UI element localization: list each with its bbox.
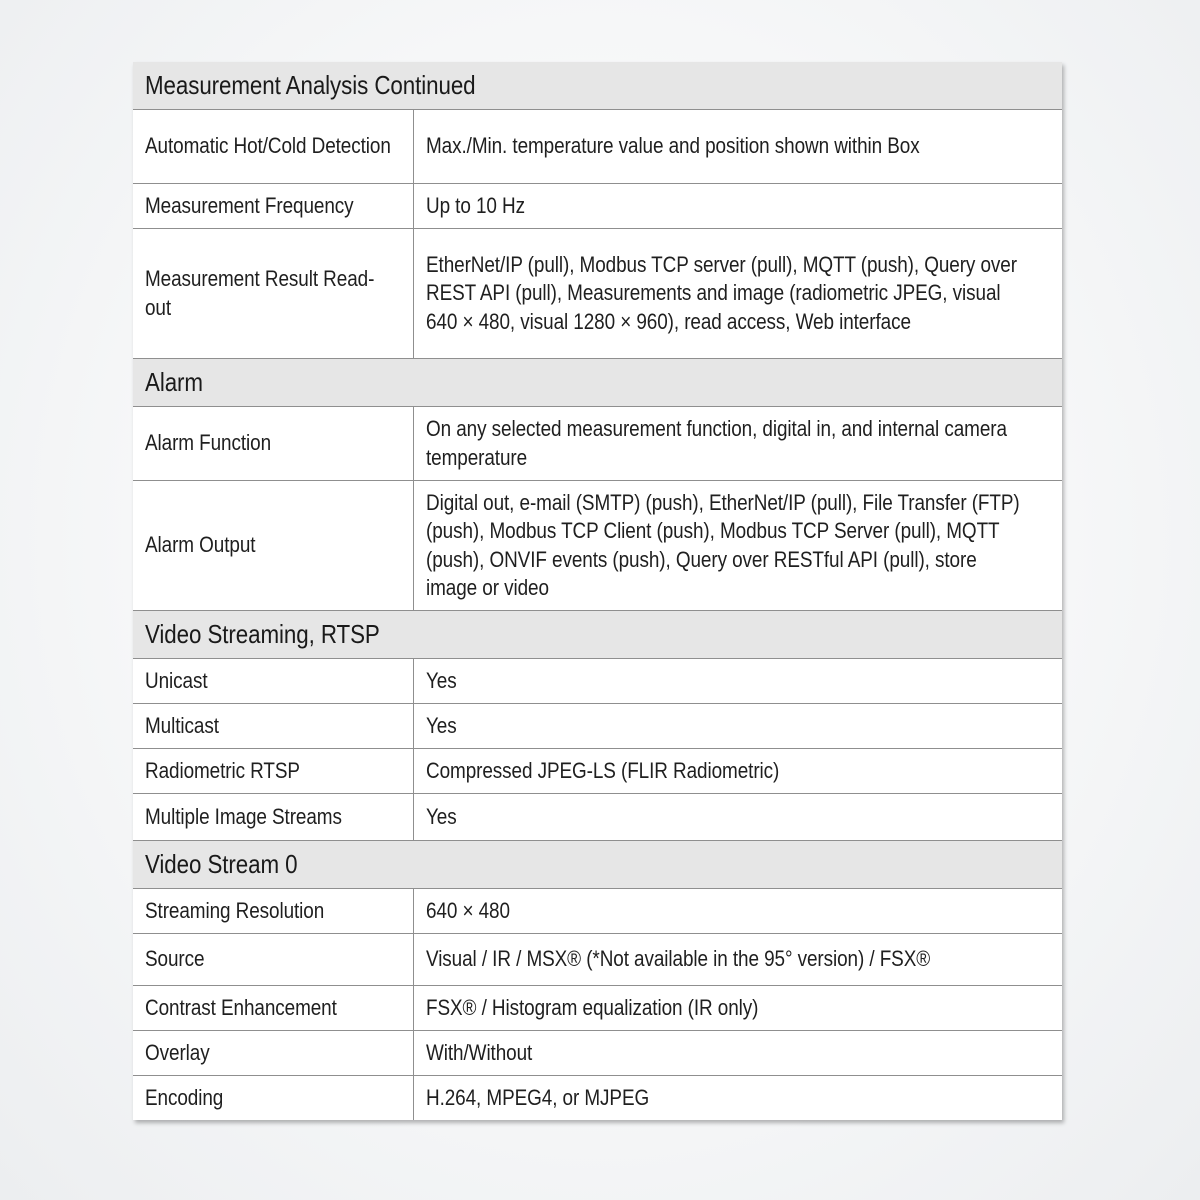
table-row: [133, 889, 1062, 934]
row-value: On any selected measurement function, digital in, and internal camera temperature: [425, 416, 1007, 470]
row-label: Automatic Hot/Cold Detection: [145, 133, 391, 159]
section-header-video-streaming: [133, 611, 1062, 659]
row-value: H.264, MPEG4, or MJPEG: [425, 1084, 649, 1110]
row-label: Radiometric RTSP: [145, 757, 300, 783]
table-row: [133, 184, 1062, 229]
row-label: Unicast: [145, 667, 208, 693]
row-label: Encoding: [145, 1084, 224, 1110]
row-label: Measurement Result Read-out: [145, 266, 375, 320]
table-row: [133, 986, 1062, 1031]
row-value: Visual / IR / MSX® (*Not available in the 95° version) / FSX®: [425, 946, 930, 972]
table-row: [133, 1076, 1062, 1120]
table-row: [133, 934, 1062, 986]
row-label: Multiple Image Streams: [145, 803, 342, 829]
table-row: [133, 1031, 1062, 1076]
row-label: Source: [145, 946, 205, 972]
section-title: Measurement Analysis Continued: [145, 70, 476, 101]
section-header-measurement-analysis: [133, 62, 1062, 110]
row-value: Up to 10 Hz: [425, 192, 525, 218]
section-header-alarm: [133, 359, 1062, 407]
row-label: Contrast Enhancement: [145, 994, 337, 1020]
row-value: Compressed JPEG-LS (FLIR Radiometric): [425, 757, 779, 783]
row-value: With/Without: [425, 1039, 532, 1065]
row-label: Alarm Output: [145, 532, 256, 558]
row-label: Streaming Resolution: [145, 897, 325, 923]
row-label: Multicast: [145, 712, 219, 738]
row-label: Overlay: [145, 1039, 210, 1065]
table-row: [133, 659, 1062, 704]
table-row: [133, 229, 1062, 359]
section-title: Video Stream 0: [145, 849, 298, 880]
section-header-video-stream-0: [133, 841, 1062, 889]
table-row: [133, 481, 1062, 611]
row-label: Alarm Function: [145, 430, 272, 456]
row-value: Yes: [425, 803, 457, 829]
spec-sheet: [133, 62, 1062, 1120]
row-value: 640 × 480: [425, 897, 510, 923]
spec-table: [133, 62, 1062, 1120]
table-row: [133, 407, 1062, 481]
row-value: EtherNet/IP (pull), Modbus TCP server (pull), MQTT (push), Query over REST API (pull), Measurements and image (radiometric JPEG, visual 640 × 480, visual 1280 × 960), read access, Web interface: [425, 251, 1017, 334]
section-title: Video Streaming, RTSP: [145, 619, 380, 650]
table-row: [133, 794, 1062, 841]
table-row: [133, 704, 1062, 749]
row-value: Max./Min. temperature value and position shown within Box: [425, 133, 920, 159]
row-value: Yes: [425, 712, 457, 738]
table-row: [133, 749, 1062, 794]
row-label: Measurement Frequency: [145, 192, 354, 218]
row-value: FSX® / Histogram equalization (IR only): [425, 994, 758, 1020]
table-row: [133, 110, 1062, 184]
section-title: Alarm: [145, 367, 203, 398]
row-value: Yes: [425, 667, 457, 693]
row-value: Digital out, e-mail (SMTP) (push), EtherNet/IP (pull), File Transfer (FTP) (push), Modbus TCP Client (push), Modbus TCP Server (pull), MQTT (push), ONVIF events (push), Query over RESTful API (pull), store image or video: [425, 489, 1020, 600]
